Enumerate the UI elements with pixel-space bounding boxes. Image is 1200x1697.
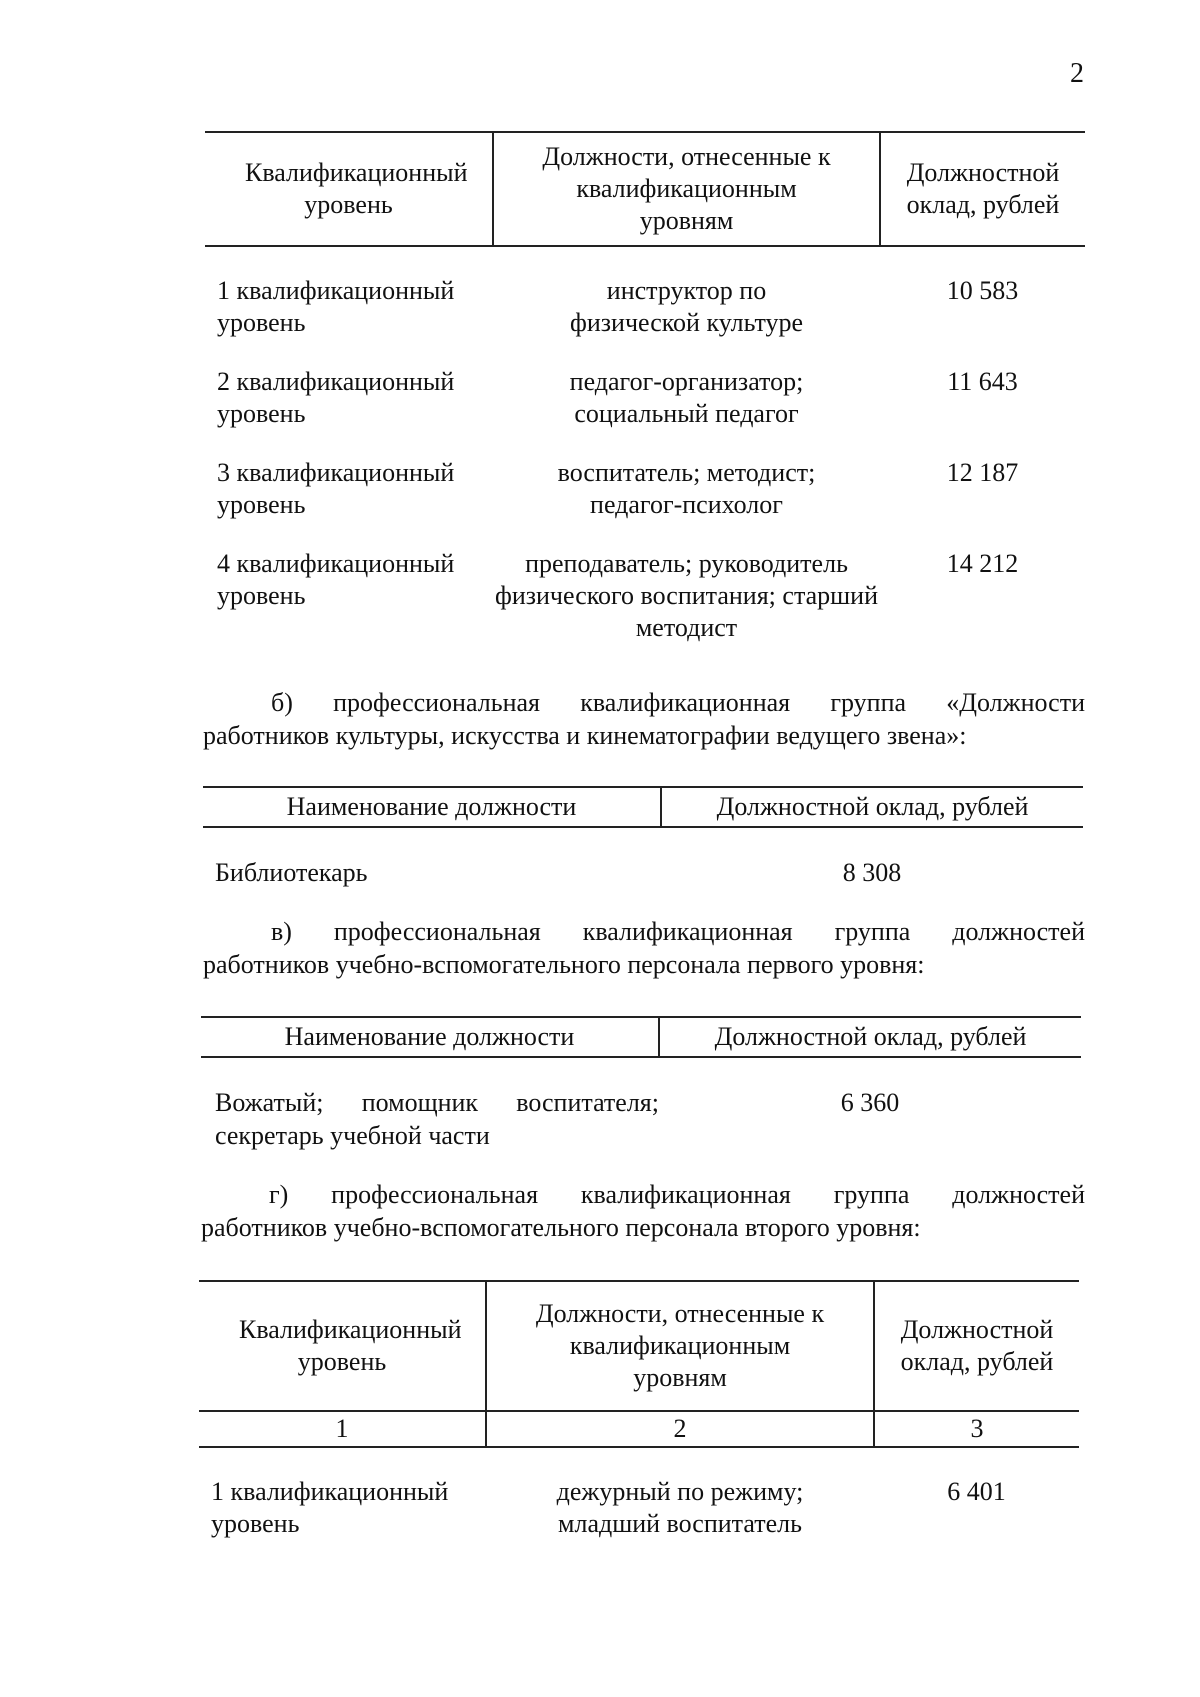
qualification-table-2 xyxy=(199,1280,1079,1543)
header-salary: Должностной оклад, рублей xyxy=(661,787,1083,827)
paragraph-g: г) профессиональная квалификационная группа должностей работников учебно-вспомогательного персонала второго уровня: xyxy=(201,1180,1085,1242)
table-row: 2 квалификационный уровень педагог-организатор; социальный педагог 11 643 xyxy=(217,367,1018,428)
table-row: 1 квалификационный уровень дежурный по режиму; младший воспитатель 6 401 xyxy=(211,1477,1006,1538)
header-level: Квалификационный уровень xyxy=(205,132,493,246)
paragraph-b: б) профессиональная квалификационная группа «Должности работников культуры, искусства и кинематографии ведущего звена»: xyxy=(203,688,1085,750)
header-position-name: Наименование должности xyxy=(203,787,661,827)
table-row: 1 квалификационный уровень инструктор по физической культуре 10 583 xyxy=(217,276,1019,337)
table-row: 4 квалификационный уровень преподаватель; руководитель физического воспитания; старший методист 14 212 xyxy=(217,549,1019,642)
support-staff-level1-table xyxy=(201,1016,1081,1152)
header-positions: Должности, отнесенные к квалификационным уровням xyxy=(493,132,880,246)
librarian-table xyxy=(203,786,1083,889)
header-positions: Должности, отнесенные к квалификационным уровням xyxy=(486,1281,874,1411)
header-salary: Должностной оклад, рублей xyxy=(659,1017,1081,1057)
table-row: Библиотекарь 8 308 xyxy=(215,858,902,887)
column-number-row: 1 2 3 xyxy=(199,1411,1079,1447)
header-level: Квалификационный уровень xyxy=(199,1281,486,1411)
paragraph-v: в) профессиональная квалификационная группа должностей работников учебно-вспомогательного персонала первого уровня: xyxy=(203,917,1085,979)
header-salary: Должностной оклад, рублей xyxy=(874,1281,1079,1411)
header-salary: Должностной оклад, рублей xyxy=(880,132,1085,246)
table-row: Вожатый; помощник воспитателя; секретарь учебной части 6 360 xyxy=(215,1088,900,1150)
page-number: 2 xyxy=(1070,58,1084,89)
header-position-name: Наименование должности xyxy=(201,1017,659,1057)
table-row: 3 квалификационный уровень воспитатель; методист; педагог-психолог 12 187 xyxy=(217,458,1019,519)
qualification-table-1 xyxy=(205,131,1085,645)
